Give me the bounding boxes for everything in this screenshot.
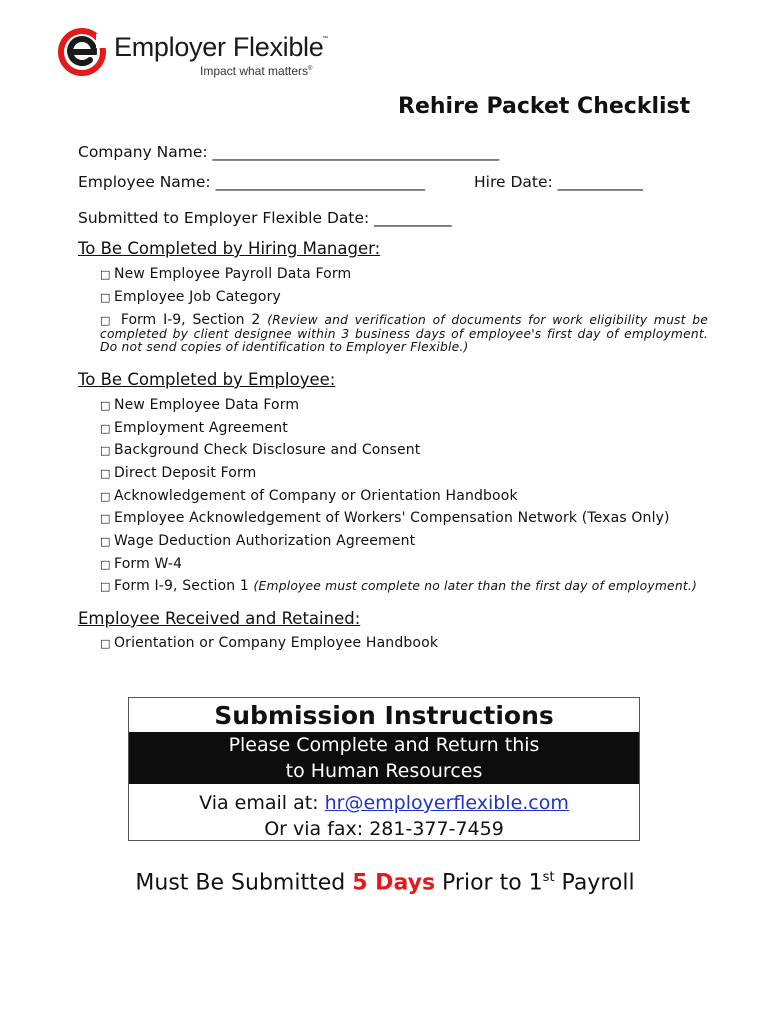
checklist-item-i9-section1[interactable]	[100, 578, 697, 594]
employee-heading: To Be Completed by Employee:	[78, 370, 336, 389]
checkbox-icon[interactable]: □	[100, 291, 111, 304]
checkbox-icon[interactable]: □	[100, 558, 111, 571]
checklist-item[interactable]	[100, 556, 182, 572]
submission-line-1: Please Complete and Return this	[228, 734, 540, 756]
employer-flexible-logo-icon	[58, 26, 110, 78]
checklist-item-label: Wage Deduction Authorization Agreement	[114, 533, 416, 549]
checklist-item-label: New Employee Payroll Data Form	[114, 266, 352, 282]
checklist-item[interactable]	[100, 266, 351, 282]
hiring-manager-heading: To Be Completed by Hiring Manager:	[78, 239, 381, 258]
deadline-part-1: Must Be Submitted	[135, 870, 353, 896]
email-prefix: Via email at:	[199, 792, 325, 814]
checkbox-icon[interactable]: □	[100, 467, 111, 480]
submitted-date-field[interactable]: Submitted to Employer Flexible Date: __________	[78, 209, 452, 227]
submission-banner	[129, 732, 639, 784]
submission-contact	[129, 790, 639, 842]
email-link[interactable]: hr@employerflexible.com	[324, 792, 569, 814]
submission-line-2: to Human Resources	[285, 760, 483, 782]
checkbox-icon[interactable]: □	[100, 444, 111, 457]
checklist-item-i9-section2[interactable]	[100, 314, 708, 355]
checklist-item-label: Employment Agreement	[114, 420, 288, 436]
checklist-item-label: Background Check Disclosure and Consent	[114, 442, 421, 458]
checklist-item-label: Form I-9, Section 2	[120, 312, 261, 328]
checklist-item-note: (Employee must complete no later than the first day of employment.)	[253, 579, 697, 593]
deadline-part-2: Prior to 1	[435, 870, 543, 896]
deadline-notice	[0, 870, 770, 895]
page-title: Rehire Packet Checklist	[398, 94, 691, 119]
checklist-item-label: Direct Deposit Form	[114, 465, 257, 481]
fax-line: Or via fax: 281-377-7459	[264, 818, 504, 840]
checkbox-icon[interactable]: □	[100, 580, 111, 593]
checklist-item[interactable]	[100, 420, 288, 436]
checkbox-icon[interactable]: □	[100, 422, 111, 435]
checklist-item[interactable]	[100, 465, 256, 481]
checkbox-icon[interactable]: □	[100, 399, 111, 412]
checklist-item-label: Orientation or Company Employee Handbook	[114, 635, 439, 651]
checklist-item[interactable]	[100, 488, 518, 504]
logo-trademark: ™	[322, 36, 328, 42]
logo-name: Employer Flexible	[114, 32, 324, 62]
checklist-item[interactable]	[100, 533, 415, 549]
checkbox-icon[interactable]: □	[100, 512, 111, 525]
checkbox-icon[interactable]: □	[100, 314, 111, 327]
checklist-item[interactable]	[100, 635, 438, 651]
deadline-part-3: Payroll	[554, 870, 635, 896]
checklist-item-label: Employee Job Category	[114, 289, 281, 305]
checkbox-icon[interactable]: □	[100, 268, 111, 281]
checklist-item[interactable]	[100, 510, 670, 526]
logo-tagline-mark: ®	[308, 66, 313, 72]
checklist-item[interactable]	[100, 442, 420, 458]
checklist-item-label: Form I-9, Section 1	[114, 578, 249, 594]
deadline-highlight: 5 Days	[352, 870, 436, 896]
logo-tagline	[200, 64, 312, 78]
checkbox-icon[interactable]: □	[100, 535, 111, 548]
checklist-item-label: Acknowledgement of Company or Orientation Handbook	[114, 488, 518, 504]
logo-tagline-text: Impact what matters	[200, 64, 309, 78]
checklist-item[interactable]	[100, 397, 299, 413]
checkbox-icon[interactable]: □	[100, 490, 111, 503]
submission-title: Submission Instructions	[214, 701, 554, 730]
company-name-field[interactable]: Company Name: _____________________________________	[78, 143, 500, 161]
checklist-item-label: Employee Acknowledgement of Workers' Compensation Network (Texas Only)	[114, 510, 670, 526]
checklist-item[interactable]	[100, 289, 281, 305]
company-logo	[58, 26, 348, 82]
employee-name-field[interactable]: Employee Name: ___________________________	[78, 173, 425, 191]
checklist-item-label: Form W-4	[114, 556, 183, 572]
checklist-item-note: (Review and verification of documents for work eligibility must be completed by client designee within 3 business days of employee's first day of employment. Do not send copies of identification to Employer Flexible.)	[100, 313, 709, 354]
submission-instructions-box	[128, 697, 640, 841]
checkbox-icon[interactable]: □	[100, 637, 111, 650]
retained-heading: Employee Received and Retained:	[78, 609, 361, 628]
checklist-item-label: New Employee Data Form	[114, 397, 300, 413]
email-line	[129, 790, 639, 816]
deadline-ordinal: st	[542, 870, 555, 885]
hire-date-field[interactable]: Hire Date: ___________	[474, 173, 643, 191]
